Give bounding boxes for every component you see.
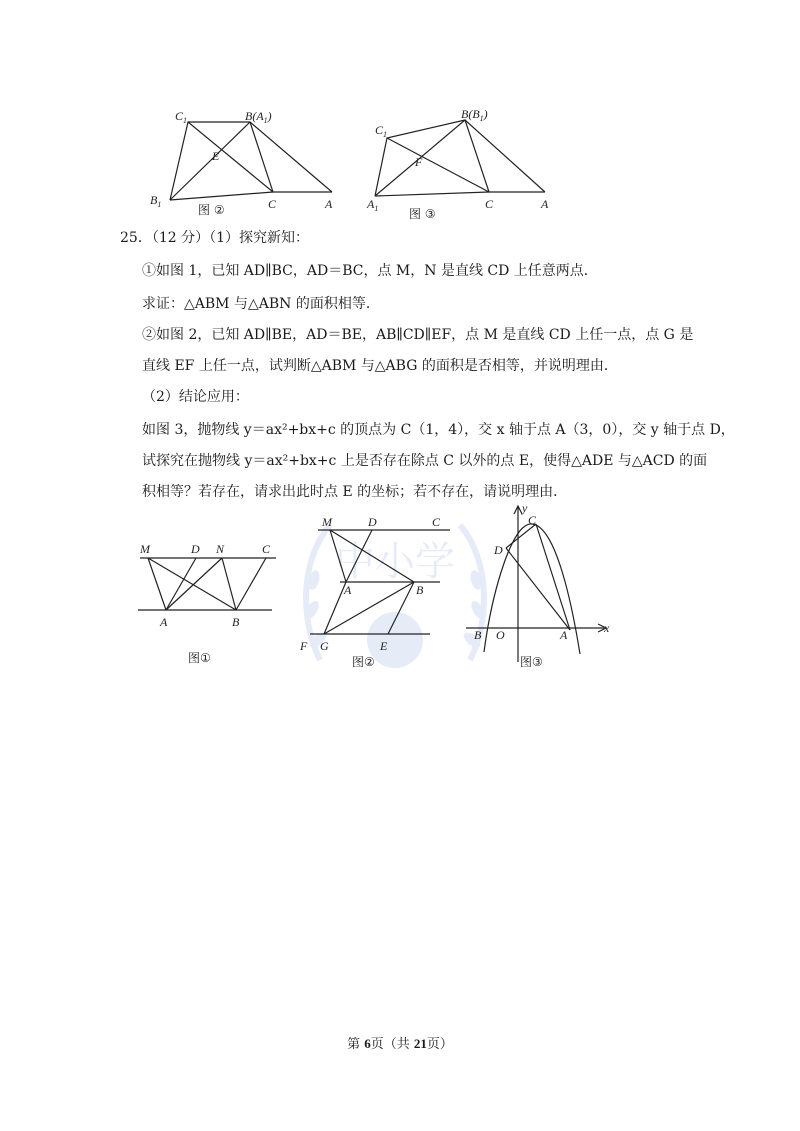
svg-text:G: G — [320, 639, 329, 653]
svg-text:B(A1): $B(A_1)$ — [245, 109, 272, 125]
page-footer: 第 6页（共 21页） — [347, 1036, 453, 1052]
svg-text:D: D — [368, 515, 377, 529]
svg-text:B(B1): $B(B_1)$ — [461, 107, 488, 123]
bottom-fig2-caption: 图② — [352, 655, 375, 669]
question-p1: ①如图 1，已知 AD∥BC，AD＝BC，点 M，N 是直线 CD 上任意两点． — [142, 263, 598, 279]
svg-text:B: B — [416, 583, 424, 597]
total-page-count: 21 — [413, 1036, 427, 1051]
svg-text:C1: $C_1$ — [375, 123, 388, 139]
bottom-fig1-caption: 图① — [188, 651, 211, 665]
watermark-text: 中小学 — [335, 539, 455, 585]
svg-text:C1: $C_1$ — [175, 109, 188, 125]
svg-text:A: A — [160, 615, 168, 629]
svg-text:D: D — [191, 542, 200, 556]
svg-text:B: B — [232, 615, 240, 629]
svg-text:E: E — [212, 149, 220, 163]
svg-text:O: O — [496, 628, 505, 642]
top-figure-2 — [140, 108, 340, 218]
svg-text:C: C — [432, 515, 441, 529]
svg-text:A: A — [325, 197, 333, 211]
svg-text:A: A — [541, 197, 549, 211]
bottom-figure-1 — [136, 540, 281, 670]
bottom-fig3-caption: 图③ — [520, 655, 543, 669]
question-number: 25．（12 分）（1）探究新知： — [120, 230, 309, 246]
question-p4: 直线 EF 上任一点，试判断△ABM 与△ABG 的面积是否相等，并说明理由． — [142, 358, 618, 374]
svg-text:C: C — [262, 542, 271, 556]
svg-text:A1: $A_1$ — [367, 197, 379, 213]
bottom-figure-2 — [300, 510, 460, 670]
svg-text:x: x — [604, 621, 610, 635]
svg-text:N: N — [216, 542, 225, 556]
svg-text:C: C — [528, 513, 537, 527]
svg-text:M: M — [140, 542, 150, 556]
svg-text:A: A — [344, 583, 352, 597]
svg-text:M: M — [322, 515, 332, 529]
svg-text:B1: $B_1$ — [150, 193, 162, 209]
question-p5: （2）结论应用： — [142, 389, 249, 405]
svg-text:D: D — [494, 543, 503, 557]
top-fig2-caption: 图 ② — [198, 203, 225, 217]
top-figure-3 — [365, 107, 565, 221]
svg-text:C: C — [268, 197, 277, 211]
svg-text:B: B — [474, 628, 482, 642]
svg-text:C: C — [485, 197, 494, 211]
top-fig3-caption: 图 ③ — [409, 207, 436, 221]
svg-text:A: A — [560, 628, 568, 642]
question-p3: ②如图 2，已知 AD∥BE，AD＝BE，AB∥CD∥EF，点 M 是直线 CD 上任一点，点 G 是 — [142, 327, 694, 343]
question-p6: 如图 3，抛物线 y＝ax²+bx+c 的顶点为 C（1，4），交 x 轴于点 A（3，0），交 y 轴于点 D， — [142, 422, 735, 438]
svg-text:E: E — [380, 639, 388, 653]
question-header: （12 分）（1）探究新知： — [151, 230, 309, 246]
current-page-number: 6 — [364, 1036, 371, 1051]
svg-text:F: F — [415, 155, 423, 169]
question-p8: 积相等？若存在，请求出此时点 E 的坐标；若不存在，请说明理由． — [142, 484, 568, 500]
svg-text:y: y — [522, 501, 528, 515]
bottom-figure-3 — [462, 502, 612, 672]
svg-text:F: F — [300, 639, 308, 653]
question-p2: 求证：△ABM 与△ABN 的面积相等． — [142, 296, 380, 312]
question-p7: 试探究在抛物线 y＝ax²+bx+c 上是否存在除点 C 以外的点 E，使得△ADE 与△ACD 的面 — [142, 453, 708, 469]
